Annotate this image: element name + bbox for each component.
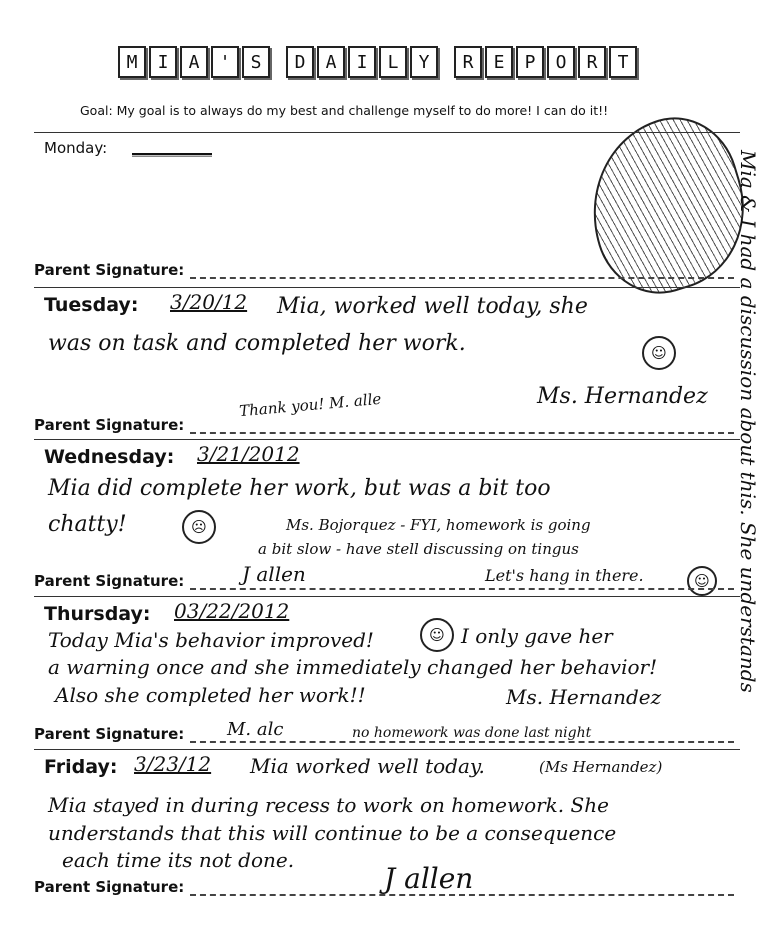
title-letter-box: I — [149, 46, 177, 78]
tuesday-note-1: Mia, worked well today, she — [277, 294, 588, 319]
tuesday-parent-signature[interactable] — [34, 416, 734, 434]
signature-line — [190, 261, 734, 279]
wednesday-note-1: Mia did complete her work, but was a bit too — [48, 476, 551, 501]
title-letter-box: A — [180, 46, 208, 78]
thursday-follow-up: no homework was done last night — [352, 725, 592, 741]
friday-note-4: each time its not done. — [62, 848, 295, 872]
title-letter-box: S — [242, 46, 270, 78]
title-letter-box: T — [609, 46, 637, 78]
wednesday-follow-up: Let's hang in there. — [485, 566, 644, 585]
happy-smiley-icon: ☺ — [420, 618, 454, 652]
title-letter-box: A — [317, 46, 345, 78]
friday-label: Friday: — [44, 756, 118, 778]
signature-line — [190, 416, 734, 434]
title-letter-box: L — [379, 46, 407, 78]
signature-line — [190, 572, 734, 590]
title-word-report — [454, 46, 637, 78]
friday-date: 3/23/12 — [134, 752, 212, 776]
wednesday-note-2: chatty! — [48, 512, 127, 537]
happy-smiley-icon: ☺ — [642, 336, 676, 370]
thursday-note-3: Also she completed her work!! — [55, 683, 366, 707]
tuesday-note-2: was on task and completed her work. — [48, 331, 466, 356]
tuesday-label: Tuesday: — [44, 294, 139, 316]
parent-signature-label: Parent Signature: — [34, 572, 185, 590]
friday-parent-signature[interactable] — [34, 878, 734, 896]
tuesday-section — [34, 287, 740, 440]
thursday-section — [34, 596, 740, 750]
thursday-note-1: Today Mia's behavior improved! — [48, 628, 374, 652]
tuesday-parent-signature-text: Thank you! M. alle — [238, 389, 382, 421]
wednesday-parent-signature[interactable] — [34, 572, 734, 590]
friday-parent-signature-text: J allen — [384, 862, 474, 895]
thursday-parent-signature-text: M. alc — [227, 719, 284, 740]
report-title — [118, 42, 678, 82]
wednesday-teacher-note-1: Ms. Bojorquez - FYI, homework is going — [286, 516, 591, 534]
friday-note-1: Mia worked well today. — [250, 754, 485, 778]
title-letter-box: P — [516, 46, 544, 78]
wednesday-date: 3/21/2012 — [197, 442, 300, 466]
thursday-parent-signature[interactable] — [34, 725, 734, 743]
title-word-daily — [286, 46, 438, 78]
thursday-date: 03/22/2012 — [174, 599, 290, 623]
tuesday-date: 3/20/12 — [170, 290, 248, 314]
margin-note: Mia & I had a discussion about this. She understands — [736, 150, 760, 693]
monday-parent-signature[interactable] — [34, 261, 734, 279]
monday-section — [34, 132, 740, 288]
title-letter-box: E — [485, 46, 513, 78]
wednesday-parent-signature-text: J allen — [242, 562, 306, 586]
friday-teacher: (Ms Hernandez) — [539, 758, 663, 776]
parent-signature-label: Parent Signature: — [34, 261, 185, 279]
goal-statement: Goal: My goal is to always do my best and challenge myself to do more! I can do it!! — [80, 103, 609, 118]
wednesday-label: Wednesday: — [44, 446, 175, 468]
title-letter-box: O — [547, 46, 575, 78]
thursday-note-2: a warning once and she immediately changed her behavior! — [48, 655, 658, 679]
title-letter-box: M — [118, 46, 146, 78]
wednesday-section — [34, 439, 740, 597]
friday-note-3: understands that this will continue to be a consequence — [48, 821, 617, 845]
parent-signature-label: Parent Signature: — [34, 416, 185, 434]
title-letter-box: D — [286, 46, 314, 78]
signature-line — [190, 725, 734, 743]
friday-note-2: Mia stayed in during recess to work on homework. She — [48, 793, 609, 817]
thursday-teacher: Ms. Hernandez — [506, 685, 662, 709]
friday-section — [34, 749, 740, 905]
signature-line — [190, 878, 734, 896]
title-letter-box: Y — [410, 46, 438, 78]
parent-signature-label: Parent Signature: — [34, 725, 185, 743]
thursday-note-1b: I only gave her — [461, 624, 613, 648]
monday-date: ________ — [132, 133, 212, 157]
sad-smiley-icon: ☹ — [182, 510, 216, 544]
thursday-label: Thursday: — [44, 603, 151, 625]
title-letter-box: I — [348, 46, 376, 78]
title-letter-box: R — [578, 46, 606, 78]
tuesday-teacher: Ms. Hernandez — [537, 384, 708, 409]
happy-smiley-icon: ☺ — [687, 566, 717, 596]
title-letter-box: R — [454, 46, 482, 78]
title-word-mias — [118, 46, 270, 78]
wednesday-teacher-note-2: a bit slow - have stell discussing on tingus — [258, 540, 579, 558]
title-letter-box: ' — [211, 46, 239, 78]
monday-label: Monday: — [44, 139, 108, 157]
parent-signature-label: Parent Signature: — [34, 878, 185, 896]
